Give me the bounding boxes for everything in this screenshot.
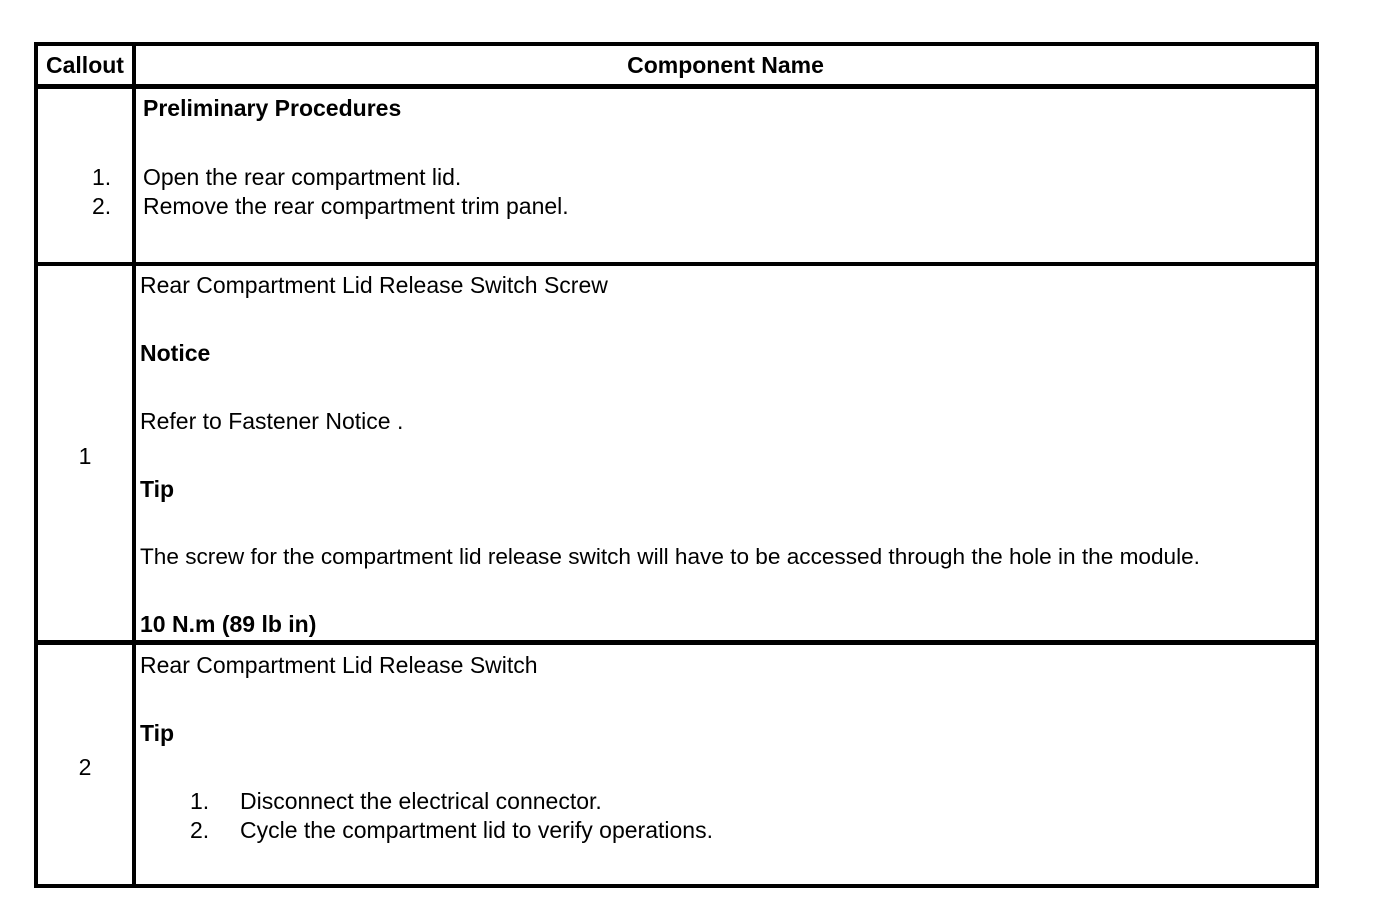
tip-label: Tip	[140, 720, 175, 746]
preliminary-step-text: Remove the rear compartment trim panel.	[143, 193, 569, 219]
header-divider	[38, 84, 1315, 89]
row-divider	[38, 640, 1315, 645]
tip-text: The screw for the compartment lid release switch will have to be accessed through the hole in the module.	[140, 544, 1200, 569]
preliminary-step-number: 1.	[92, 164, 112, 190]
procedure-table	[34, 42, 1319, 888]
torque-spec: 10 N.m (89 lb in)	[140, 611, 317, 637]
tip-step-number: 2.	[190, 817, 210, 843]
preliminary-step-text: Open the rear compartment lid.	[143, 164, 462, 190]
row-divider	[38, 262, 1315, 266]
tip-step-number: 1.	[190, 788, 210, 814]
callout-number: 1	[78, 443, 92, 469]
preliminary-step-number: 2.	[92, 193, 112, 219]
header-callout: Callout	[46, 52, 124, 78]
tip-label: Tip	[140, 476, 175, 502]
notice-label: Notice	[140, 340, 211, 366]
tip-step-text: Disconnect the electrical connector.	[240, 788, 602, 814]
component-name: Rear Compartment Lid Release Switch Screw	[140, 272, 608, 298]
tip-step-text: Cycle the compartment lid to verify operations.	[240, 817, 713, 843]
header-component-name: Component Name	[627, 52, 824, 78]
notice-text: Refer to Fastener Notice .	[140, 408, 404, 434]
column-divider	[132, 46, 136, 884]
component-name: Rear Compartment Lid Release Switch	[140, 652, 538, 678]
preliminary-title: Preliminary Procedures	[143, 95, 402, 121]
callout-number: 2	[78, 754, 92, 780]
